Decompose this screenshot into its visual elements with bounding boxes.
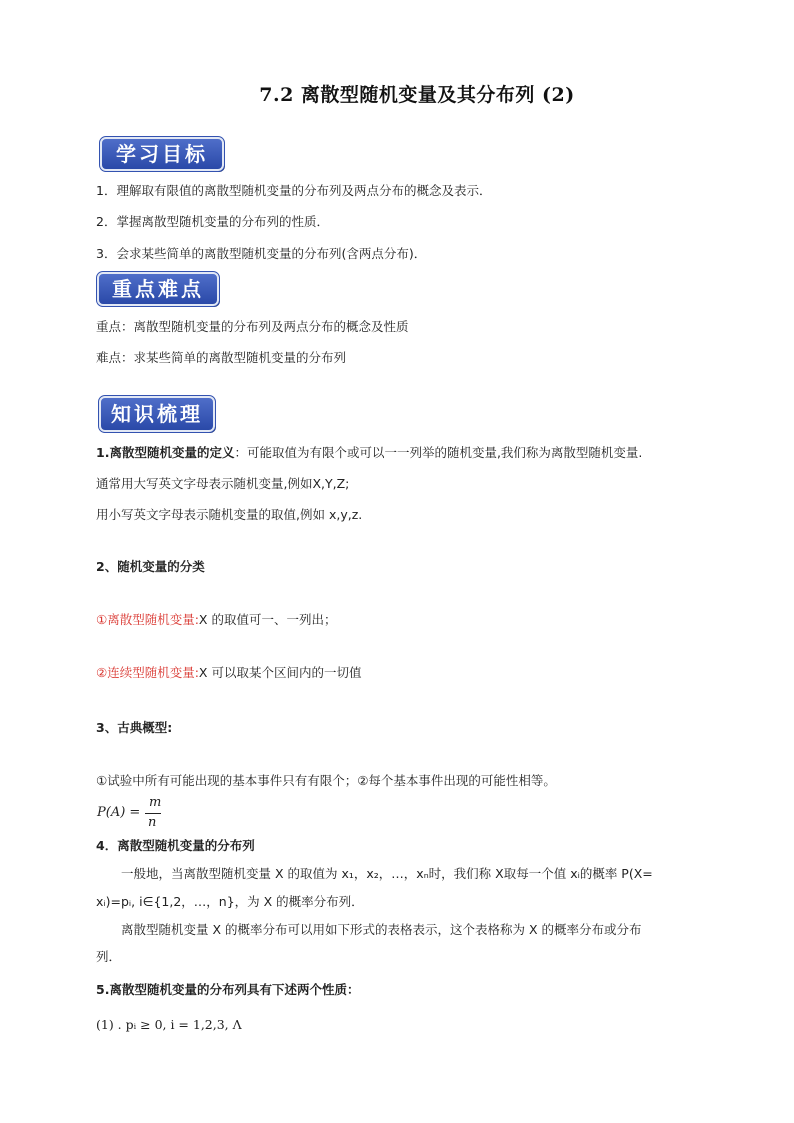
formula-denominator: n xyxy=(148,815,157,830)
continuous-label: ②连续型随机变量: xyxy=(96,665,199,680)
keypoints-badge: 重点难点 xyxy=(97,272,219,306)
section1-line3: 用小写英文字母表示随机变量的取值,例如 x,y,z. xyxy=(96,507,363,522)
section5-heading: 5.离散型随机变量的分布列具有下述两个性质： xyxy=(96,982,360,997)
section1-line2: 通常用大写英文字母表示随机变量,例如X,Y,Z; xyxy=(96,476,350,491)
fraction-bar xyxy=(145,813,161,814)
objective-item: 2．掌握离散型随机变量的分布列的性质． xyxy=(96,214,329,229)
section4-p2-line2: 列． xyxy=(96,949,122,964)
section2-item1 xyxy=(96,610,336,628)
page-title: 7.2 离散型随机变量及其分布列 (2) xyxy=(259,84,575,106)
discrete-label: ①离散型随机变量: xyxy=(96,612,199,627)
section4-p1-line1: 一般地，当离散型随机变量 X 的取值为 x₁，x₂，…，xₙ时，我们称 X取每一个值 xᵢ的概率 P(X= xyxy=(121,866,653,881)
section5-property1: (1) . pᵢ ≥ 0, i = 1,2,3, Λ xyxy=(96,1017,242,1032)
formula-lhs: P(A) = xyxy=(97,805,141,820)
section2-item2 xyxy=(96,663,361,681)
section3-heading: 3、古典概型: xyxy=(96,720,173,735)
knowledge-badge: 知识梳理 xyxy=(99,396,215,432)
discrete-text: X 的取值可一、一列出； xyxy=(198,612,337,627)
section4-heading: 4．离散型随机变量的分布列 xyxy=(96,838,255,853)
section1-definition xyxy=(96,443,642,461)
objective-item: 3．会求某些简单的离散型随机变量的分布列(含两点分布)． xyxy=(96,246,427,261)
objective-item: 1．理解取有限值的离散型随机变量的分布列及两点分布的概念及表示． xyxy=(96,183,492,198)
section4-p2-line1: 离散型随机变量 X 的概率分布可以用如下形式的表格表示，这个表格称为 X 的概率分布或分布 xyxy=(121,922,642,937)
formula-numerator: m xyxy=(149,795,162,810)
key-point-text: 重点：离散型随机变量的分布列及两点分布的概念及性质 xyxy=(96,319,409,334)
section3-text: ①试验中所有可能出现的基本事件只有有限个；②每个基本事件出现的可能性相等。 xyxy=(96,773,556,788)
difficult-point-text: 难点：求某些简单的离散型随机变量的分布列 xyxy=(96,350,347,365)
section2-heading: 2、随机变量的分类 xyxy=(96,559,205,574)
section1-heading: 1.离散型随机变量的定义 xyxy=(96,445,235,460)
section1-text: ：可能取值为有限个或可以一一列举的随机变量,我们称为离散型随机变量. xyxy=(234,445,643,460)
objectives-badge: 学习目标 xyxy=(100,137,224,171)
continuous-text: X 可以取某个区间内的一切值 xyxy=(198,665,362,680)
section4-p1-line2: xᵢ)=pᵢ, i∈{1,2，…，n}，为 X 的概率分布列． xyxy=(96,894,364,909)
